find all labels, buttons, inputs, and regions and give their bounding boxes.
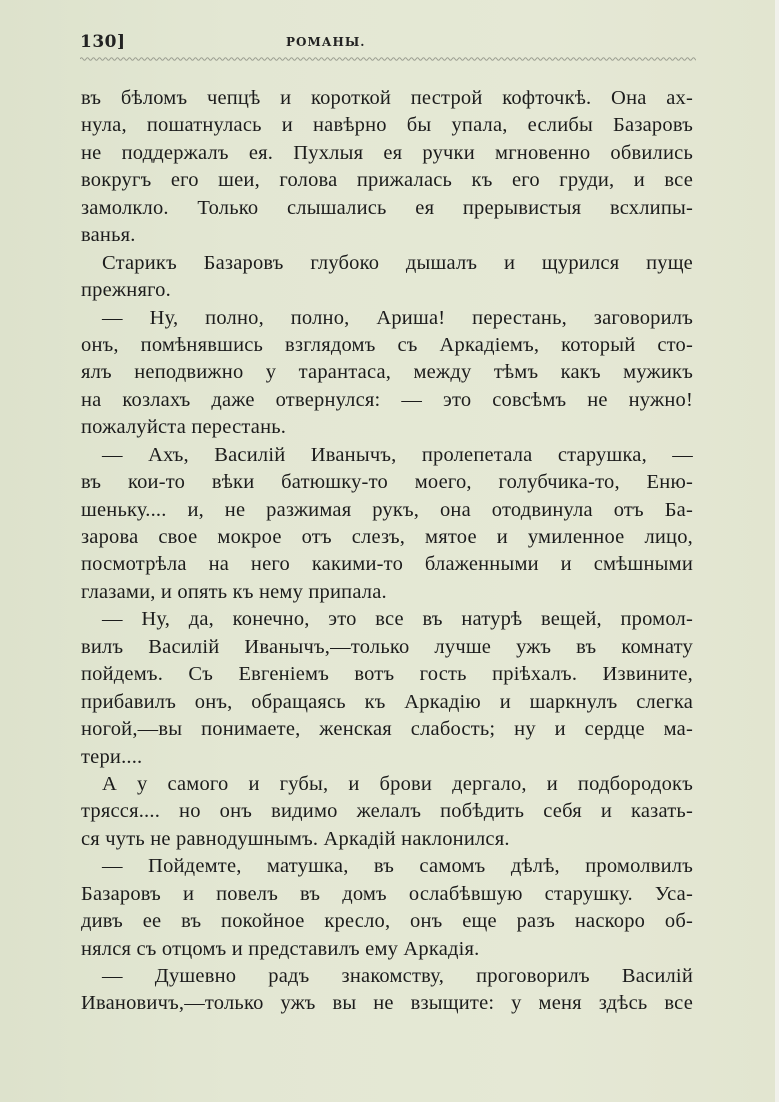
- text-line: ялъ неподвижно у тарантаса, между тѣмъ какъ мужикъ: [81, 361, 693, 384]
- paragraph: [81, 963, 693, 1018]
- paragraph: [81, 771, 693, 853]
- text-line: нула, пошатнулась и навѣрно бы упала, еслибы Базаровъ: [81, 114, 693, 137]
- text-line: ногой,—вы понимаете, женская слабость; ну и сердце ма-: [81, 718, 693, 741]
- text-line: — Ну, полно, полно, Ариша! перестань, заговорилъ: [102, 306, 693, 329]
- text-line: — Ахъ, Василій Иванычъ, пролепетала старушка, —: [102, 443, 693, 466]
- text-line: дивъ ее въ покойное кресло, онъ еще разъ наскоро об-: [81, 910, 693, 933]
- text-line: въ кои-то вѣки батюшку-то моего, голубчика-то, Еню-: [81, 471, 693, 494]
- text-line: на козлахъ даже отвернулся: — это совсѣмъ не нужно!: [81, 388, 693, 411]
- text-line: пойдемъ. Съ Евгеніемъ вотъ гость пріѣхалъ. Извините,: [81, 663, 693, 686]
- page-number: 130]: [80, 32, 126, 52]
- text-line: — Пойдемте, матушка, въ самомъ дѣлѣ, промолвилъ: [102, 855, 693, 878]
- text-line: ванья.: [81, 224, 136, 247]
- text-line: Базаровъ и повелъ въ домъ ослабѣвшую старушку. Уса-: [81, 882, 693, 905]
- text-line: прибавилъ онъ, обращаясь къ Аркадію и шаркнулъ слегка: [81, 690, 693, 713]
- paragraph: [81, 853, 693, 963]
- paragraph: [81, 250, 693, 305]
- text-line: зарова свое мокрое отъ слезъ, мятое и умиленное лицо,: [81, 526, 693, 548]
- text-line: прежняго.: [81, 279, 171, 302]
- text-line: глазами, и опять къ нему припала.: [81, 580, 387, 603]
- section-title: РОМАНЫ.: [286, 35, 366, 49]
- text-line: ся чуть не равнодушнымъ. Аркадій наклонился.: [81, 827, 510, 850]
- paragraph: [81, 85, 693, 250]
- text-line: замолкло. Только слышались ея прерывистыя всхлипы-: [81, 196, 693, 219]
- text-line: не поддержалъ ея. Пухлыя ея ручки мгновенно обвились: [81, 141, 693, 164]
- text-line: А у самого и губы, и брови дергало, и подбородокъ: [102, 772, 693, 795]
- wavy-rule-divider: [80, 56, 696, 62]
- text-line: въ бѣломъ чепцѣ и короткой пестрой кофточкѣ. Она ах-: [81, 87, 693, 109]
- paragraph: [81, 442, 693, 607]
- text-line: онъ, помѣнявшись взглядомъ съ Аркадіемъ, который сто-: [81, 333, 693, 356]
- paragraph: [81, 606, 693, 771]
- text-line: — Душевно радъ знакомству, проговорилъ Василій: [102, 965, 693, 987]
- running-head: [80, 32, 692, 54]
- text-line: пожалуйста перестань.: [81, 416, 287, 439]
- paragraph: [81, 305, 693, 442]
- text-line: Старикъ Базаровъ глубоко дышалъ и щурился пуще: [102, 251, 693, 274]
- body-text: [81, 85, 693, 1018]
- text-line: шеньку.... и, не разжимая рукъ, она отодвинула отъ Ба-: [81, 498, 693, 521]
- text-line: — Ну, да, конечно, это все въ натурѣ вещей, промол-: [102, 608, 693, 631]
- text-line: посмотрѣла на него какими-то блаженными и смѣшными: [81, 553, 693, 576]
- page-edge: [775, 0, 779, 1102]
- text-line: вокругъ его шеи, голова прижалась къ его груди, и все: [81, 169, 693, 192]
- text-line: тери....: [81, 745, 143, 768]
- text-line: трясся.... но онъ видимо желалъ побѣдить себя и казать-: [81, 800, 693, 823]
- text-line: Ивановичъ,—только ужъ вы не взыщите: у меня здѣсь все: [81, 992, 693, 1015]
- text-line: нялся съ отцомъ и представилъ ему Аркадія.: [81, 937, 480, 960]
- text-line: вилъ Василій Иванычъ,—только лучше ужъ въ комнату: [81, 635, 693, 658]
